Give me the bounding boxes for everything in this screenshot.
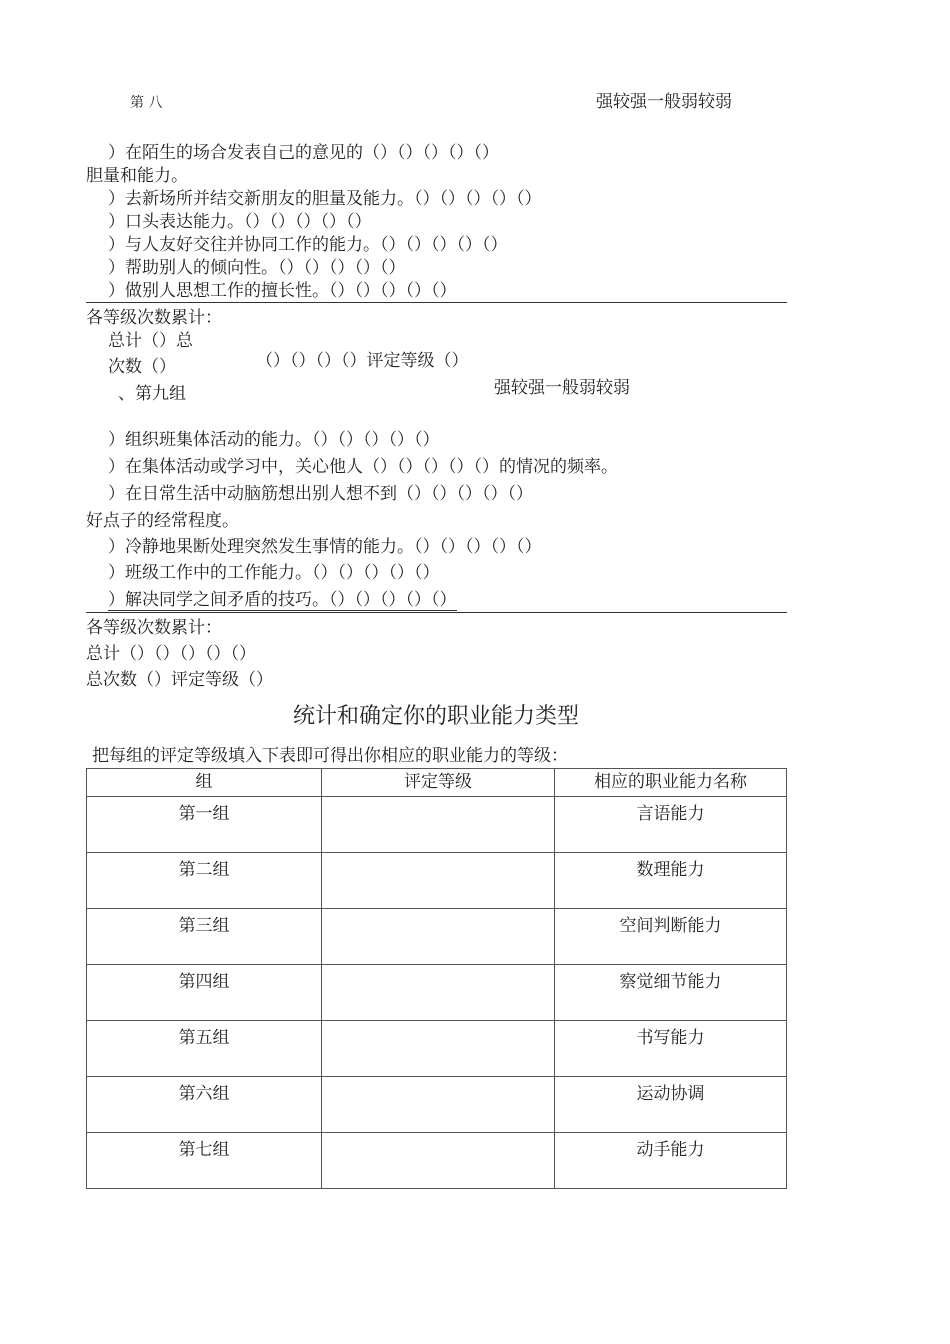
summary-title: 统计和确定你的职业能力类型 (292, 704, 579, 729)
table-row (87, 1077, 787, 1133)
grade-table (86, 768, 787, 1189)
group9-item-5: ）班级工作中的工作能力。（）（）（）（）（） (108, 563, 440, 583)
group9-item-4: ）冷静地果断处理突然发生事情的能力。（）（）（）（）（） (108, 537, 542, 557)
group9-item-3: ）在日常生活中动脑筋想出别人想不到（）（）（）（）（） (108, 484, 533, 504)
table-row (87, 797, 787, 853)
row-ability: 运动协调 (555, 1077, 787, 1133)
row-group: 第二组 (87, 853, 322, 909)
row-ability: 察觉细节能力 (555, 965, 787, 1021)
row-group: 第五组 (87, 1021, 322, 1077)
group8-item-2: ）去新场所并结交新朋友的胆量及能力。（）（）（）（）（） (108, 189, 542, 209)
table-row (87, 1021, 787, 1077)
row-group: 第七组 (87, 1133, 322, 1189)
row-grade-cell[interactable] (322, 1133, 555, 1189)
group8-divider (86, 302, 787, 303)
table-header-row (87, 769, 787, 797)
table-row (87, 1133, 787, 1189)
group8-total-a: 总计（）总 (108, 331, 193, 351)
group8-scale-header: 强较强一般弱较弱 (596, 92, 732, 112)
group8-item-6: ）做别人思想工作的擅长性。（）（）（）（）（） (108, 281, 457, 301)
group9-total-count-line: 总次数（）评定等级（） (86, 670, 273, 690)
row-ability: 书写能力 (555, 1021, 787, 1077)
row-grade-cell[interactable] (322, 909, 555, 965)
row-group: 第四组 (87, 965, 322, 1021)
group8-total-b: 次数（） (108, 357, 176, 377)
header-ability: 相应的职业能力名称 (555, 769, 787, 797)
group8-cumulative-label: 各等级次数累计： (86, 308, 222, 328)
group8-item-1: ）在陌生的场合发表自己的意见的（）（）（）（）（） (108, 143, 499, 163)
row-grade-cell[interactable] (322, 853, 555, 909)
group8-item-1-cont: 胆量和能力。 (86, 166, 188, 186)
group9-total-line: 总计（）（）（）（）（） (86, 644, 256, 664)
group9-cumulative-label: 各等级次数累计： (86, 618, 222, 638)
row-ability: 动手能力 (555, 1133, 787, 1189)
row-group: 第六组 (87, 1077, 322, 1133)
header-grade: 评定等级 (322, 769, 555, 797)
row-ability: 数理能力 (555, 853, 787, 909)
table-row (87, 909, 787, 965)
group9-heading: 、第九组 (118, 384, 186, 404)
group9-item-3-cont: 好点子的经常程度。 (86, 511, 239, 531)
group9-item-1: ）组织班集体活动的能力。（）（）（）（）（） (108, 430, 440, 450)
group8-item-5: ）帮助别人的倾向性。（）（）（）（）（） (108, 258, 406, 278)
table-row (87, 853, 787, 909)
row-ability: 空间判断能力 (555, 909, 787, 965)
header-group: 组 (87, 769, 322, 797)
group8-rating-line: （）（）（）（）评定等级（） (256, 351, 469, 371)
row-grade-cell[interactable] (322, 965, 555, 1021)
row-grade-cell[interactable] (322, 1021, 555, 1077)
row-group: 第一组 (87, 797, 322, 853)
group9-item-2: ）在集体活动或学习中，关心他人（）（）（）（）（）的情况的频率。 (108, 457, 618, 477)
group9-scale-header: 强较强一般弱较弱 (494, 378, 630, 398)
row-grade-cell[interactable] (322, 797, 555, 853)
group8-item-4: ）与人友好交往并协同工作的能力。（）（）（）（）（） (108, 235, 508, 255)
summary-instruction: 把每组的评定等级填入下表即可得出你相应的职业能力的等级： (92, 746, 568, 766)
row-grade-cell[interactable] (322, 1077, 555, 1133)
group9-divider (86, 612, 787, 613)
row-ability: 言语能力 (555, 797, 787, 853)
row-group: 第三组 (87, 909, 322, 965)
group9-item-6: ）解决同学之间矛盾的技巧。（）（）（）（）（） (108, 590, 457, 610)
group8-heading: 第 八 (130, 95, 163, 111)
group8-item-3: ）口头表达能力。（）（）（）（）（） (108, 212, 372, 232)
table-row (87, 965, 787, 1021)
